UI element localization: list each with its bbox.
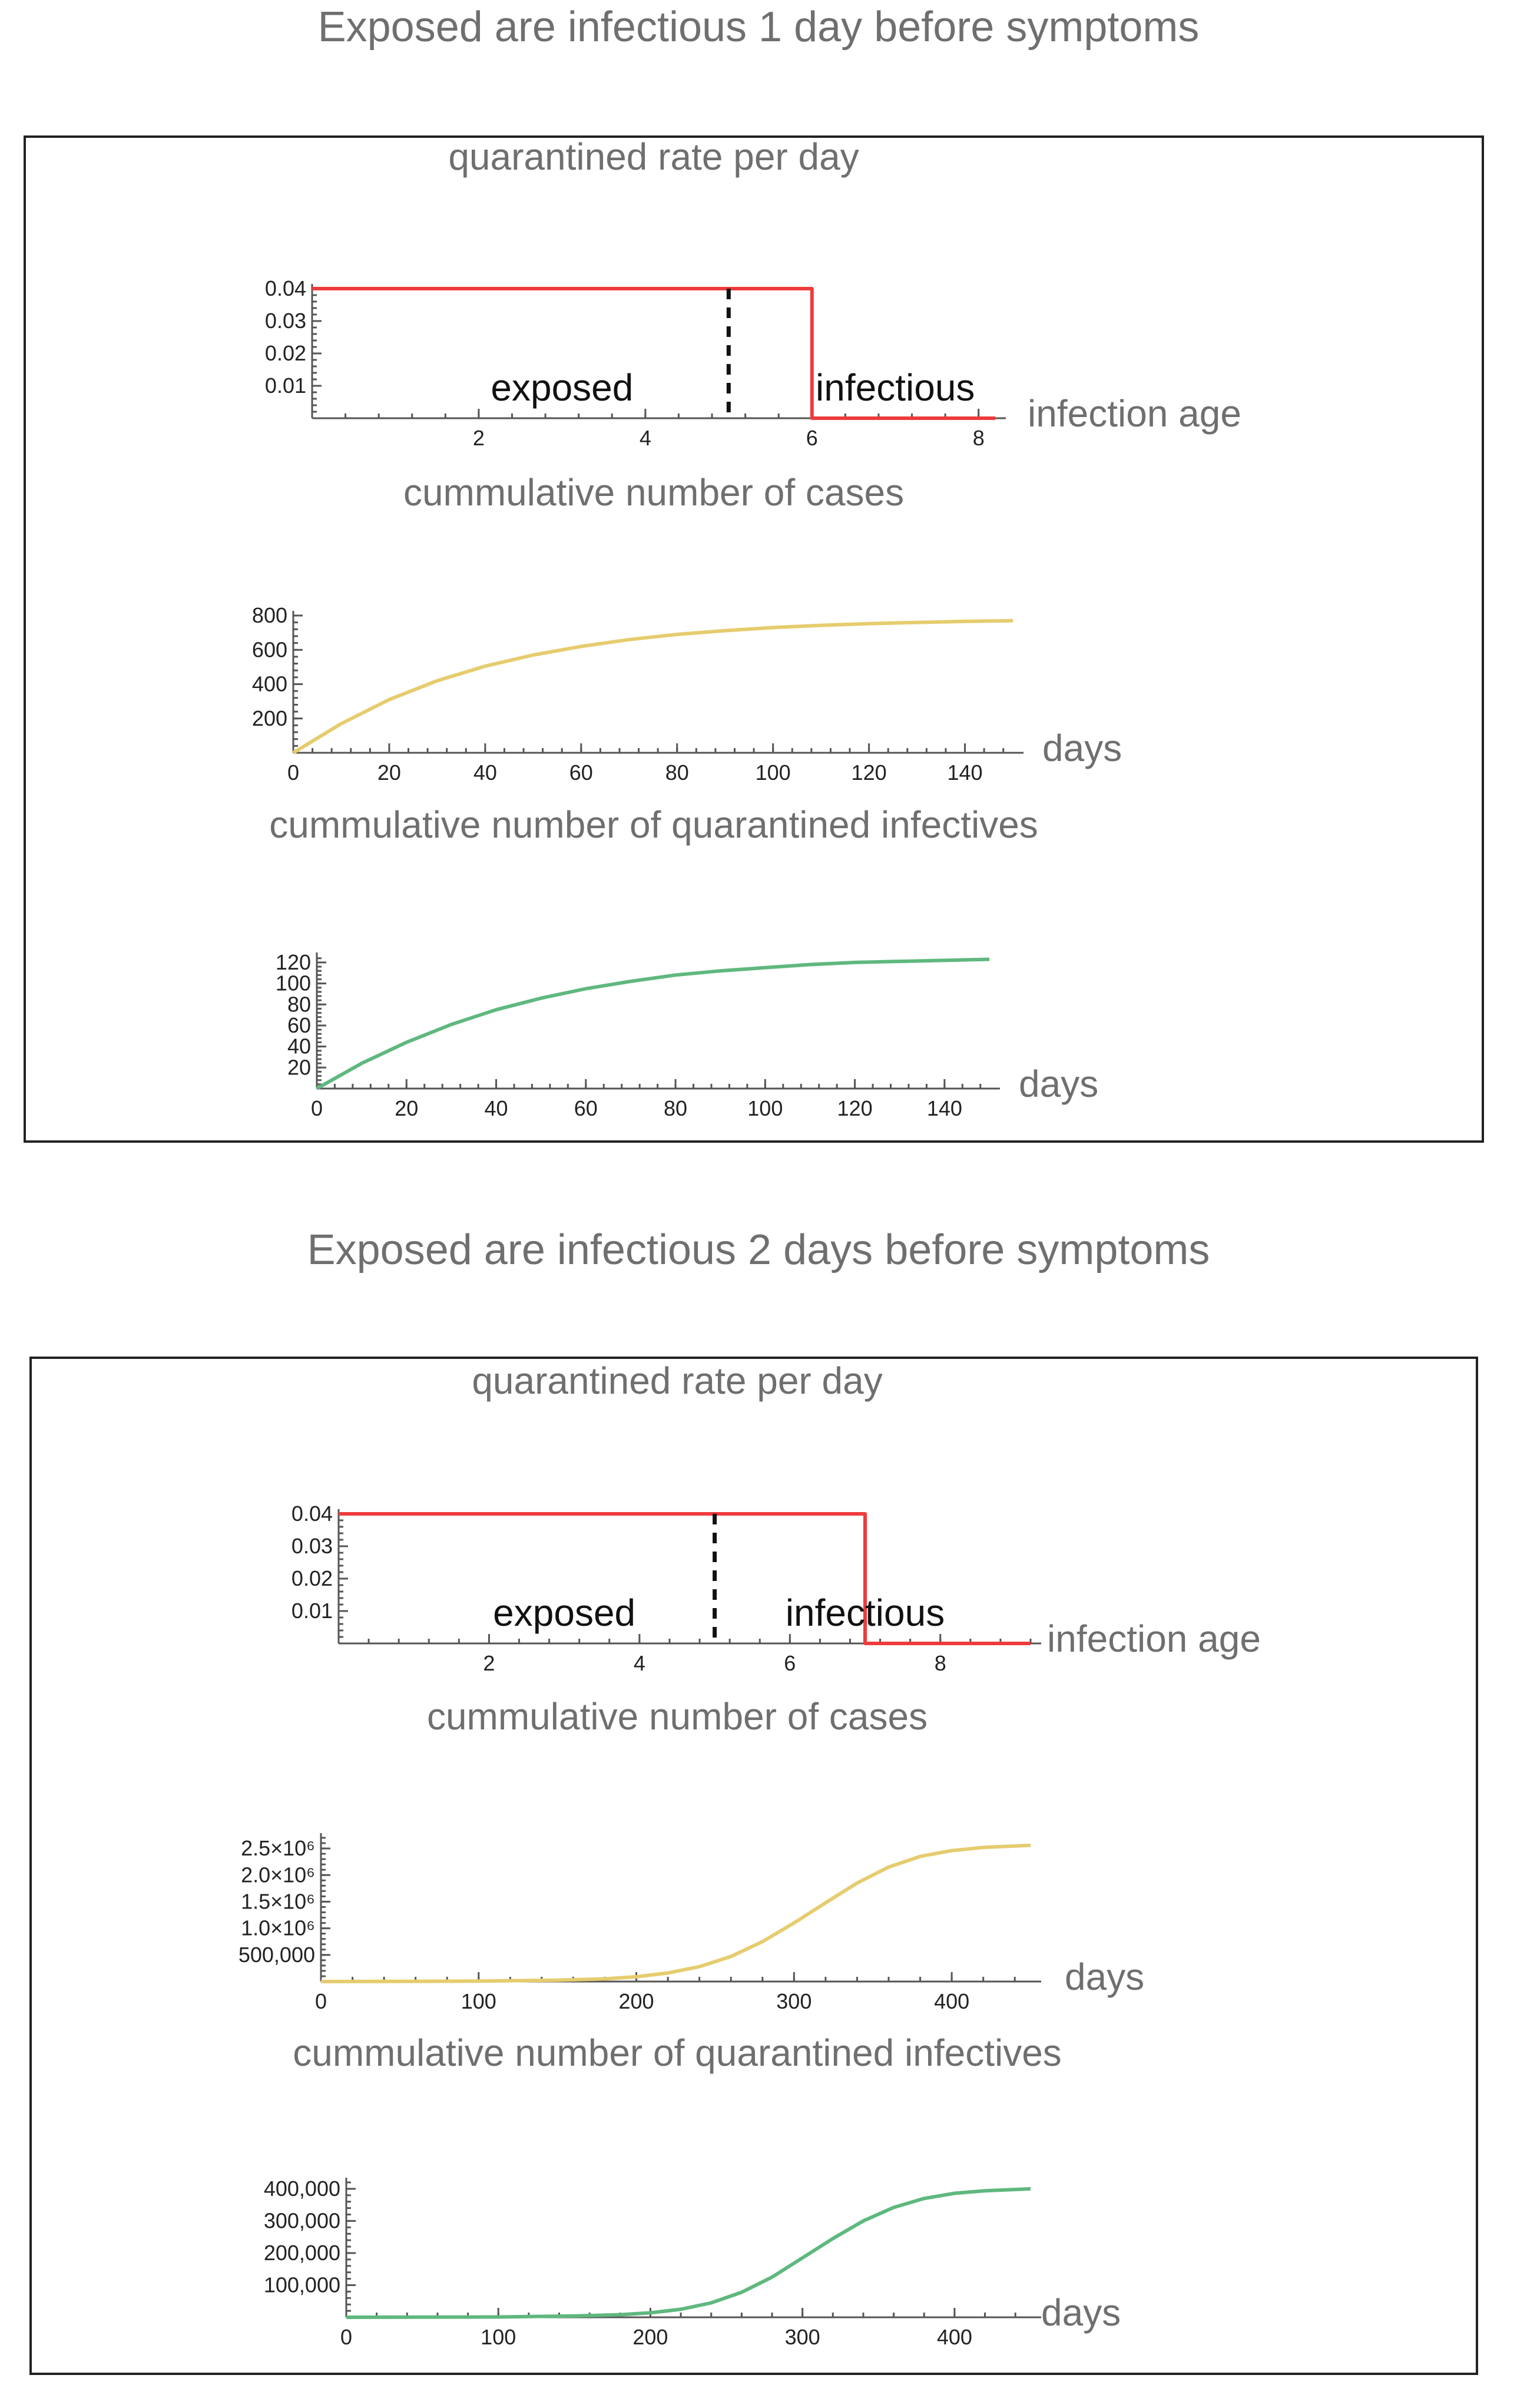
chart-title: quarantined rate per day bbox=[448, 135, 859, 178]
x-tick-label: 400 bbox=[936, 2325, 972, 2349]
y-tick-label: 400,000 bbox=[263, 2176, 340, 2201]
chart-quarantined-p1 bbox=[269, 803, 1098, 1120]
x-tick-label: 300 bbox=[784, 2325, 820, 2349]
x-tick-label: 100 bbox=[481, 2325, 516, 2349]
y-tick-label: 0.02 bbox=[264, 341, 306, 365]
panel-2-title: Exposed are infectious 2 days before symptoms bbox=[307, 1226, 1210, 1274]
y-tick-label: 0.02 bbox=[291, 1566, 333, 1590]
region-label-infectious: infectious bbox=[816, 366, 975, 409]
x-tick-label: 6 bbox=[806, 426, 818, 450]
region-label-exposed: exposed bbox=[491, 366, 634, 409]
y-tick-label: 120 bbox=[275, 950, 311, 974]
x-axis-label: days bbox=[1041, 2291, 1121, 2334]
y-tick-label: 500,000 bbox=[238, 1942, 315, 1967]
x-tick-label: 4 bbox=[639, 426, 651, 450]
y-tick-label: 0.01 bbox=[291, 1599, 333, 1623]
chart-quarantined-p2 bbox=[264, 2032, 1121, 2349]
chart-rate-p1 bbox=[265, 135, 1241, 450]
x-tick-label: 140 bbox=[926, 1096, 962, 1120]
x-axis-label: infection age bbox=[1047, 1618, 1261, 1660]
y-tick-label: 1.0×10⁶ bbox=[241, 1916, 315, 1940]
x-tick-label: 300 bbox=[776, 1989, 812, 2013]
x-tick-label: 40 bbox=[484, 1096, 508, 1120]
chart-rate-p2 bbox=[292, 1360, 1261, 1675]
chart-cases-p1 bbox=[252, 471, 1122, 785]
chart-title: cummulative number of cases bbox=[426, 1695, 928, 1738]
x-tick-label: 0 bbox=[314, 1989, 327, 2013]
x-tick-label: 100 bbox=[755, 760, 791, 785]
y-tick-label: 0.04 bbox=[264, 276, 306, 300]
x-tick-label: 60 bbox=[569, 760, 593, 785]
x-tick-label: 120 bbox=[851, 760, 887, 785]
region-label-exposed: exposed bbox=[493, 1592, 636, 1634]
y-tick-label: 0.03 bbox=[264, 309, 306, 333]
chart-cases-p2 bbox=[239, 1695, 1144, 2013]
x-tick-label: 8 bbox=[972, 426, 985, 450]
series-line-quarantined bbox=[317, 960, 989, 1089]
y-tick-label: 0.04 bbox=[291, 1501, 333, 1526]
x-tick-label: 6 bbox=[784, 1651, 796, 1675]
x-tick-label: 0 bbox=[287, 760, 300, 785]
x-tick-label: 60 bbox=[574, 1096, 598, 1120]
y-tick-label: 300,000 bbox=[263, 2208, 340, 2233]
x-tick-label: 20 bbox=[395, 1096, 419, 1120]
x-tick-label: 2 bbox=[483, 1651, 495, 1675]
y-tick-label: 2.5×10⁶ bbox=[241, 1836, 315, 1861]
x-tick-label: 0 bbox=[340, 2325, 353, 2349]
x-tick-label: 100 bbox=[461, 1989, 496, 2013]
chart-title: cummulative number of cases bbox=[403, 471, 905, 514]
x-tick-label: 100 bbox=[747, 1096, 783, 1120]
x-axis-label: days bbox=[1065, 1956, 1145, 1998]
y-tick-label: 100,000 bbox=[263, 2273, 340, 2297]
chart-title: cummulative number of quarantined infectives bbox=[269, 803, 1038, 846]
x-tick-label: 200 bbox=[618, 1989, 654, 2013]
y-tick-label: 1.5×10⁶ bbox=[241, 1889, 315, 1914]
x-tick-label: 20 bbox=[377, 760, 401, 785]
x-tick-label: 200 bbox=[632, 2325, 668, 2349]
x-tick-label: 80 bbox=[665, 760, 689, 785]
series-line-cases bbox=[321, 1845, 1031, 1982]
series-line-quarantined bbox=[346, 2189, 1031, 2317]
x-tick-label: 8 bbox=[934, 1651, 946, 1675]
x-tick-label: 40 bbox=[473, 760, 497, 785]
y-tick-label: 60 bbox=[287, 1013, 311, 1037]
y-tick-label: 100 bbox=[275, 971, 311, 995]
x-tick-label: 2 bbox=[472, 426, 485, 450]
y-tick-label: 800 bbox=[251, 603, 287, 627]
x-tick-label: 0 bbox=[310, 1096, 323, 1120]
x-tick-label: 4 bbox=[633, 1651, 645, 1675]
y-tick-label: 2.0×10⁶ bbox=[241, 1863, 315, 1887]
x-tick-label: 140 bbox=[947, 760, 983, 785]
y-tick-label: 0.01 bbox=[264, 373, 306, 398]
y-tick-label: 20 bbox=[287, 1055, 311, 1080]
x-tick-label: 80 bbox=[664, 1096, 688, 1120]
y-tick-label: 600 bbox=[251, 637, 287, 662]
y-tick-label: 200 bbox=[251, 706, 287, 730]
x-axis-label: days bbox=[1042, 727, 1122, 769]
y-tick-label: 200,000 bbox=[263, 2240, 340, 2265]
x-tick-label: 120 bbox=[837, 1096, 873, 1120]
y-tick-label: 0.03 bbox=[291, 1534, 333, 1558]
x-axis-label: infection age bbox=[1028, 392, 1241, 435]
chart-title: cummulative number of quarantined infectives bbox=[293, 2032, 1062, 2074]
y-tick-label: 400 bbox=[251, 672, 287, 696]
region-label-infectious: infectious bbox=[785, 1592, 945, 1634]
series-line-cases bbox=[293, 621, 1013, 753]
panel-1-title: Exposed are infectious 1 day before symptoms bbox=[317, 4, 1200, 51]
chart-title: quarantined rate per day bbox=[472, 1360, 883, 1402]
y-tick-label: 40 bbox=[287, 1034, 311, 1059]
y-tick-label: 80 bbox=[287, 992, 311, 1017]
x-tick-label: 400 bbox=[934, 1989, 970, 2013]
x-axis-label: days bbox=[1019, 1063, 1099, 1105]
